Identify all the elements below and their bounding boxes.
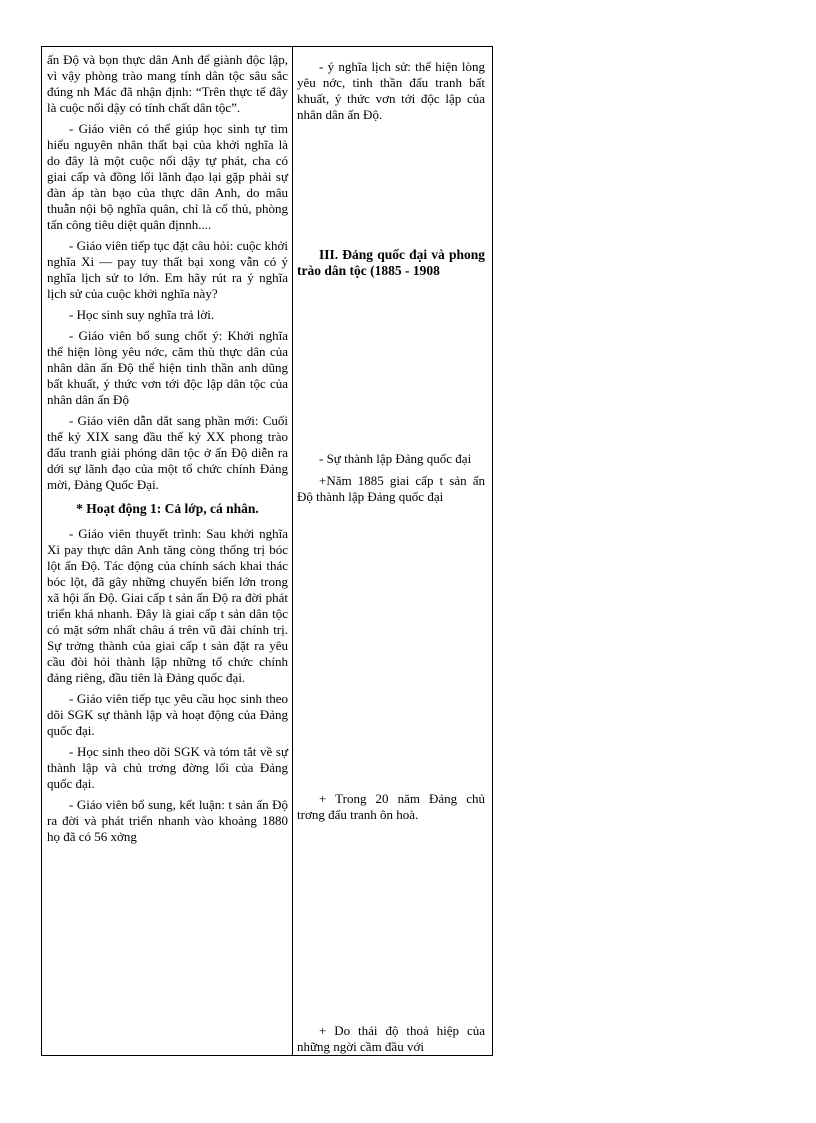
right-block-policy — [297, 791, 485, 823]
paragraph-lecture: - Giáo viên thuyết trình: Sau khởi nghĩa Xi pay thực dân Anh tăng còng thống trị bóc lột ấn Độ. Tác động của chính sách khai thác bóc lột, đã gây những chuyển biến lớn trong xã hội ấn Độ. Giai cấp t sản ấn Độ ra đời phát triển khá nhanh. Đây là giai cấp t sản dân tộc có mặt sớm nhất châu á trên vũ đài chính trị. Sự trởng thành của giai cấp t sản đặt ra yêu cầu đòi hỏi thành lập những tổ chức chính đảng riêng, đầu tiên là Đảng quốc đại. — [47, 526, 288, 685]
lesson-table — [41, 46, 493, 1056]
section-heading: III. Đảng quốc đại và phong trào dân tộc (1885 - 1908 — [297, 247, 485, 278]
right-block-founding — [297, 451, 485, 505]
compromise-note: + Do thái độ thoả hiệp của những ngời cầm đầu với — [297, 1023, 485, 1054]
paragraph-intro: ấn Độ và bọn thực dân Anh để giành độc lập, vì vậy phòng trào mang tính dân tộc sâu sắc đúng nh Mác đã nhận định: “Trên thực tế đây là cuộc nổi dậy có tính chất dân tộc”. — [47, 52, 288, 115]
right-block-compromise — [297, 1023, 485, 1055]
paragraph-transition: - Giáo viên dẫn dắt sang phần mới: Cuối thế kỷ XIX sang đầu thế kỷ XX phong trào đấu tranh giải phóng dân tộc ở ấn Độ diễn ra dới sự lãnh đạo của một tổ chức chính Đảng mời, Đảng Quốc Đại. — [47, 413, 288, 492]
paragraph-cause-of-failure: - Giáo viên có thể giúp học sinh tự tìm hiểu nguyên nhân thất bại của khởi nghĩa là do đây là một cuộc nổi dậy tự phát, cha có giai cấp và đồng lối lãnh đạo lại gặp phải sự đàn áp tàn bạo của thực dân Anh, do mâu thuẫn nội bộ nghĩa quân, chỉ là cố thủ, phòng tấn công tiêu diệt quân địnnh.... — [47, 121, 288, 232]
paragraph-question: - Giáo viên tiếp tục đặt câu hỏi: cuộc khởi nghĩa Xi — pay tuy thất bại xong vẫn có ý nghĩa lịch sử to lớn. Em hãy rút ra ý nghĩa lịch sử của cuộc khởi nghĩa này? — [47, 238, 288, 301]
founding-note: - Sự thành lập Đảng quốc đại — [319, 451, 472, 466]
paragraph-sgk-request: - Giáo viên tiếp tục yêu cầu học sinh theo dõi SGK sự thành lập và hoạt động của Đảng quốc đại. — [47, 691, 288, 738]
right-column — [297, 47, 485, 1055]
paragraph-final-conclusion: - Giáo viên bổ sung, kết luận: t sản ấn Độ ra đời và phát triển nhanh vào khoảng 1880 họ đã có 56 xởng — [47, 797, 288, 844]
paragraph-student-answer: - Học sinh suy nghĩa trả lời. — [69, 307, 215, 322]
founding-year-note: +Năm 1885 giai cấp t sản ấn Độ thành lập Đảng quốc đại — [297, 473, 485, 504]
policy-note: + Trong 20 năm Đảng chủ trơng đấu tranh ôn hoà. — [297, 791, 485, 822]
paragraph-student-summary: - Học sinh theo dõi SGK và tóm tắt về sự thành lập và chủ trơng đờng lối của Đảng quốc đại. — [47, 744, 288, 791]
activity-heading: * Hoạt động 1: Cả lớp, cá nhân. — [76, 501, 259, 516]
significance-note: - ý nghĩa lịch sử: thể hiện lòng yêu nớc, tinh thần đấu tranh bất khuất, ý thức vơn tới độc lập của nhân dân ấn Độ. — [297, 59, 485, 122]
right-block-section-heading — [297, 247, 485, 279]
paragraph-teacher-conclusion: - Giáo viên bổ sung chốt ý: Khởi nghĩa thể hiện lòng yêu nớc, căm thù thực dân của nhân dân ấn Độ thể hiện tinh thần anh dũng bất khuất, ý thức vơn tới độc lập dân tộc của nhân dân ấn Độ — [47, 328, 288, 407]
right-block-significance — [297, 59, 485, 123]
column-divider — [292, 47, 293, 1055]
left-column — [47, 52, 288, 850]
